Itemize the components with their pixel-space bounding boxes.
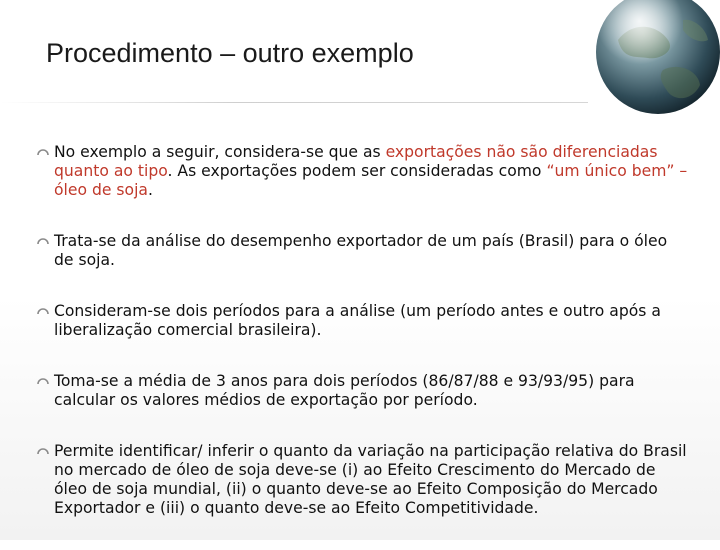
bullet-highlight: exportações não são diferenciadas quanto ao tipo — [54, 143, 658, 180]
bullet-text: . As exportações podem ser consideradas como — [167, 162, 547, 180]
bullet-arc-icon — [36, 145, 50, 159]
bullet-item — [36, 302, 690, 340]
bullet-item — [36, 442, 690, 518]
bullet-arc-icon — [36, 374, 50, 388]
bullet-arc-icon — [36, 234, 50, 248]
bullet-item — [36, 372, 690, 410]
bullet-list — [36, 143, 690, 550]
bullet-arc-icon — [36, 304, 50, 318]
bullet-text: Consideram-se dois períodos para a análise (um período antes e outro após a liberalização comercial brasileira). — [54, 302, 661, 339]
bullet-item — [36, 232, 690, 270]
bullet-item — [36, 143, 690, 200]
slide-title: Procedimento – outro exemplo — [46, 38, 414, 68]
title-divider — [0, 102, 588, 103]
bullet-arc-icon — [36, 444, 50, 458]
globe-icon — [588, 0, 720, 132]
bullet-text: Toma-se a média de 3 anos para dois períodos (86/87/88 e 93/93/95) para calcular os valores médios de exportação por período. — [54, 372, 635, 409]
bullet-text: No exemplo a seguir, considera-se que as — [54, 143, 386, 161]
bullet-highlight: “um único bem” – óleo de soja — [54, 162, 688, 199]
bullet-text: Permite identificar/ inferir o quanto da variação na participação relativa do Brasil no mercado de óleo de soja deve-se (i) ao Efeito Crescimento do Mercado de óleo de soja mundial, (ii) o quanto deve-se ao Efeito Composição do Mercado Exportador e (iii) o quanto deve-se ao Efeito Competitividade. — [54, 442, 687, 517]
bullet-text: Trata-se da análise do desempenho exportador de um país (Brasil) para o óleo de soja. — [54, 232, 668, 269]
bullet-text: . — [147, 181, 153, 199]
